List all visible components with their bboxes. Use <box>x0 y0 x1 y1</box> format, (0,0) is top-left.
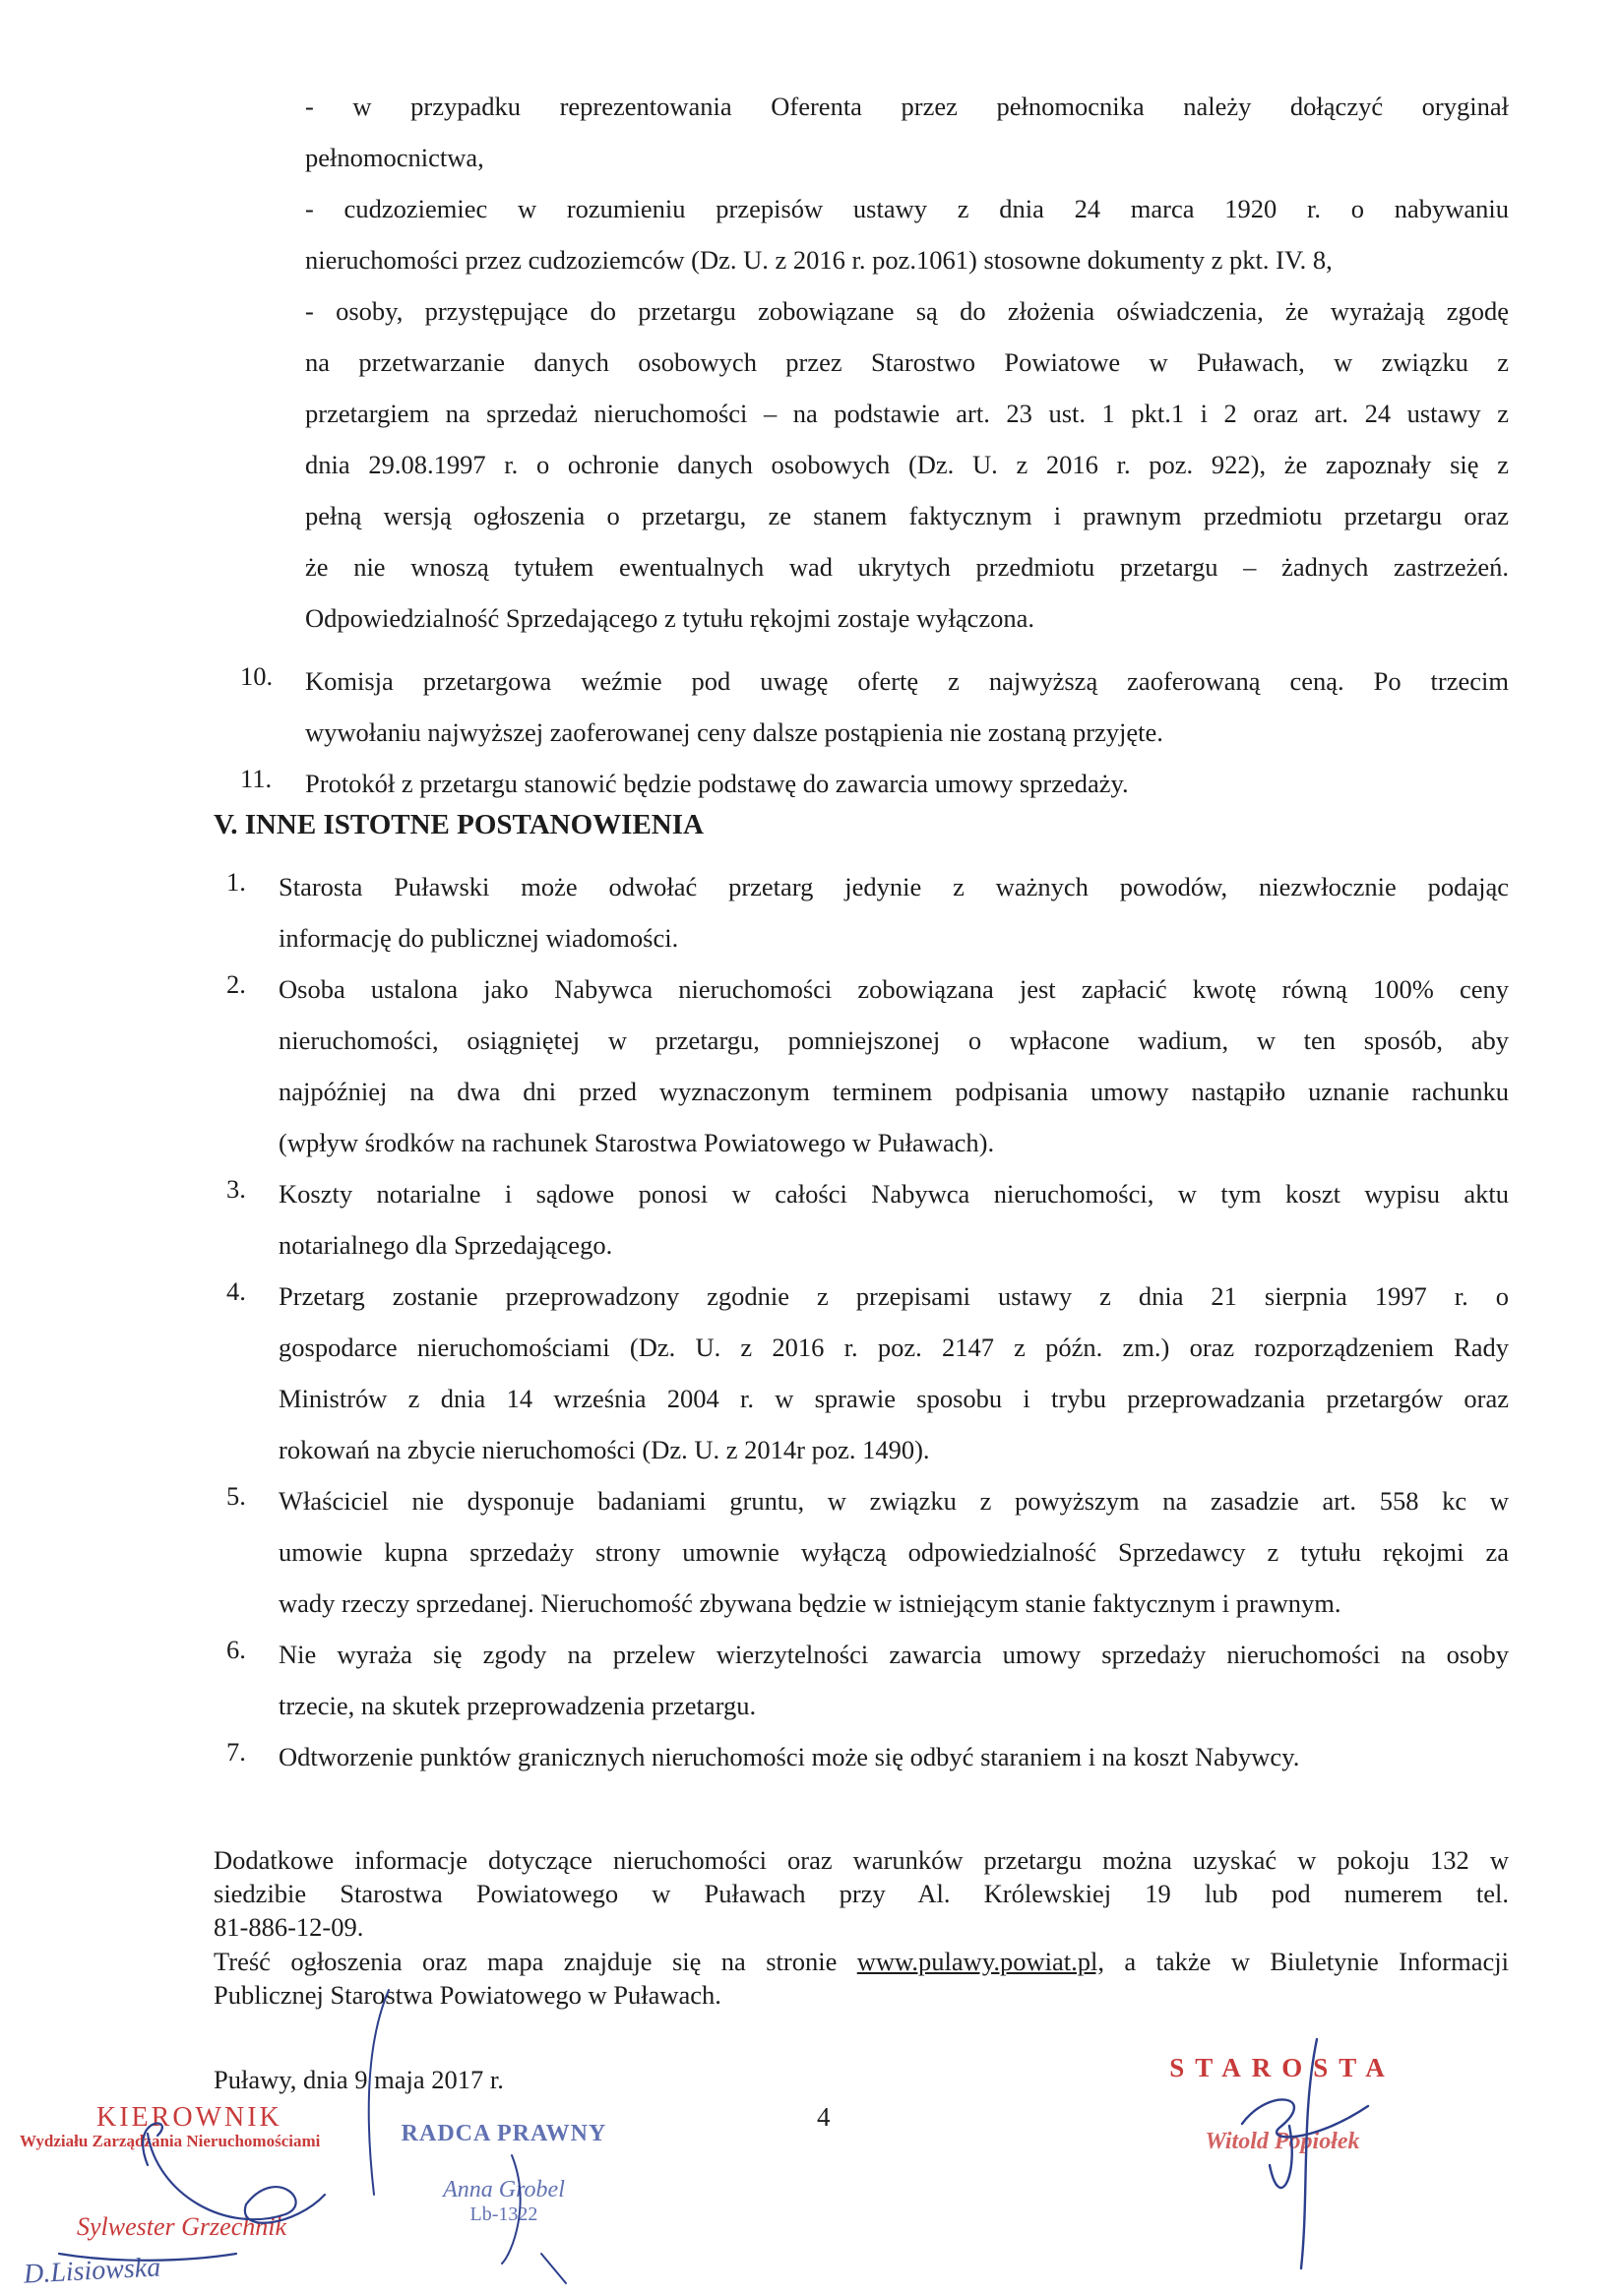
section-5-item-line: Odtworzenie punktów granicznych nieruchomości może się odbyć staraniem i na koszt Nabywcy. <box>279 1742 1300 1771</box>
section-5-item-number: 3. <box>226 1174 246 1204</box>
section-5-item-line: najpóźniej na dwa dni przed wyznaczonym terminem podpisania umowy nastąpiło uznanie rachunku <box>279 1077 1509 1106</box>
section-5-item-line: gospodarce nieruchomościami (Dz. U. z 2016 r. poz. 2147 z późn. zm.) oraz rozporządzeniem Rady <box>279 1333 1509 1362</box>
section-5-item-line: rokowań na zbycie nieruchomości (Dz. U. z 2014r poz. 1490). <box>279 1435 930 1464</box>
section4-bullet-line: Odpowiedzialność Sprzedającego z tytułu rękojmi zostaje wyłączona. <box>305 603 1034 633</box>
additional-info-line: siedzibie Starostwa Powiatowego w Puławach przy Al. Królewskiej 19 lub pod numerem tel. <box>214 1879 1509 1908</box>
section-5-item-line: notarialnego dla Sprzedającego. <box>279 1230 613 1260</box>
kierownik-dept: Wydziału Zarządzania Nieruchomościami <box>20 2132 321 2150</box>
section4-bullet-line: dnia 29.08.1997 r. o ochronie danych osobowych (Dz. U. z 2016 r. poz. 922), że zapoznały się z <box>305 450 1509 479</box>
section-5-item-number: 7. <box>226 1737 246 1767</box>
additional-info-line: 81-886-12-09. <box>214 1912 364 1942</box>
section-5-heading: V. INNE ISTOTNE POSTANOWIENIA <box>214 809 704 840</box>
section-5-item-line: Starosta Puławski może odwołać przetarg jedynie z ważnych powodów, niezwłocznie podając <box>279 872 1509 901</box>
kierownik-stamp <box>20 2102 394 2242</box>
section-5-item-line: trzecie, na skutek przeprowadzenia przetargu. <box>279 1691 757 1720</box>
web-info <box>214 1945 1509 2012</box>
additional-info-line: Dodatkowe informacje dotyczące nieruchomości oraz warunków przetargu można uzyskać w pokoju 132 w <box>214 1845 1509 1875</box>
kierownik-title: KIEROWNIK <box>96 2102 282 2133</box>
section4-bullet-line: na przetwarzanie danych osobowych przez Starostwo Powiatowe w Puławach, w związku z <box>305 347 1509 377</box>
section-5-item-line: Nie wyraża się zgody na przelew wierzytelności zawarcia umowy sprzedaży nieruchomości na osoby <box>279 1640 1509 1669</box>
section-5-item-line: Właściciel nie dysponuje badaniami gruntu, w związku z powyższym na zasadzie art. 558 kc w <box>279 1486 1509 1516</box>
section-5-item-line: informację do publicznej wiadomości. <box>279 923 679 953</box>
section-5-item-line: (wpływ środków na rachunek Starostwa Powiatowego w Puławach). <box>279 1128 995 1157</box>
starosta-title: STAROSTA <box>1169 2053 1396 2082</box>
section-5-item-text <box>279 1475 1509 1629</box>
radca-number: Lb-1322 <box>469 2203 538 2225</box>
section4-bullet-line: przetargiem na sprzedaż nieruchomości – na podstawie art. 23 ust. 1 pkt.1 i 2 oraz art. 24 ustawy z <box>305 399 1509 428</box>
section-5-item-number: 4. <box>226 1276 246 1306</box>
radca-name: Anna Grobel <box>443 2177 565 2203</box>
section-5-item-text <box>279 1731 1509 1782</box>
item-10-number: 10. <box>240 661 274 691</box>
radca-stamp <box>376 2121 632 2226</box>
web-info-line-2: Publicznej Starostwa Powiatowego w Puławach. <box>214 1980 721 2010</box>
section-5-item-text <box>279 1271 1509 1475</box>
item-11-line: Protokół z przetargu stanowić będzie podstawę do zawarcia umowy sprzedaży. <box>305 769 1129 798</box>
section-5-item-number: 1. <box>226 867 246 897</box>
section-5-item-line: Koszty notarialne i sądowe ponosi w całości Nabywca nieruchomości, w tym koszt wypisu aktu <box>279 1179 1509 1209</box>
handwritten-initials: D.Lisiowska <box>23 2252 161 2290</box>
section-5-item-line: Przetarg zostanie przeprowadzony zgodnie z przepisami ustawy z dnia 21 sierpnia 1997 r. o <box>279 1281 1509 1311</box>
section4-bullet-line: - w przypadku reprezentowania Oferenta przez pełnomocnika należy dołączyć oryginał <box>305 92 1509 121</box>
section4-bullet-line: pełnomocnictwa, <box>305 143 484 172</box>
item-11-number: 11. <box>240 764 273 793</box>
section-5-item-number: 5. <box>226 1481 246 1511</box>
item-10-line: Komisja przetargowa weźmie pod uwagę ofertę z najwyższą zaoferowaną ceną. Po trzecim <box>305 666 1509 696</box>
item-10-text <box>305 655 1509 758</box>
section-5-item-number: 6. <box>226 1635 246 1664</box>
section4-bullet-line: - osoby, przystępujące do przetargu zobowiązane są do złożenia oświadczenia, że wyrażają zgodę <box>305 296 1509 326</box>
starosta-name: Witold Popiołek <box>1205 2129 1360 2154</box>
section4-bullet-line: że nie wnoszą tytułem ewentualnych wad ukrytych przedmiotu przetargu – żadnych zastrzeżeń. <box>305 552 1509 582</box>
kierownik-name: Sylwester Grzechnik <box>77 2212 287 2241</box>
section4-bullet-line: - cudzoziemiec w rozumieniu przepisów ustawy z dnia 24 marca 1920 r. o nabywaniu <box>305 194 1509 223</box>
section-5-item-text <box>279 861 1509 963</box>
section-5-item-text <box>279 1168 1509 1271</box>
section-5-item-text <box>279 1629 1509 1731</box>
section-5-item-line: umowie kupna sprzedaży strony umownie wyłączą odpowiedzialność Sprzedawcy z tytułu rękojmi za <box>279 1537 1509 1567</box>
section-5-item-line: wady rzeczy sprzedanej. Nieruchomość zbywana będzie w istniejącym stanie faktycznym i prawnym. <box>279 1588 1341 1618</box>
section-5-item-text <box>279 963 1509 1168</box>
section-5-item-number: 2. <box>226 969 246 999</box>
item-11-text <box>305 758 1509 809</box>
section-5-item-line: Osoba ustalona jako Nabywca nieruchomości zobowiązana jest zapłacić kwotę równą 100% ceny <box>279 974 1509 1004</box>
section4-tail-bullets <box>305 81 1509 644</box>
website-link[interactable]: www.pulawy.powiat.pl, <box>856 1947 1104 1976</box>
place-date: Puławy, dnia 9 maja 2017 r. <box>214 2065 504 2094</box>
section-5-item-line: nieruchomości, osiągniętej w przetargu, pomniejszonej o wpłacone wadium, w ten sposób, aby <box>279 1025 1509 1055</box>
radca-title: RADCA PRAWNY <box>401 2121 607 2146</box>
section4-bullet-line: pełną wersją ogłoszenia o przetargu, ze stanem faktycznym i prawnym przedmiotu przetargu oraz <box>305 501 1509 530</box>
starosta-stamp <box>1150 2053 1415 2155</box>
additional-info <box>214 1843 1509 1944</box>
item-10-line: wywołaniu najwyższej zaoferowanej ceny dalsze postąpienia nie zostaną przyjęte. <box>305 717 1163 747</box>
section-5-item-line: Ministrów z dnia 14 września 2004 r. w sprawie sposobu i trybu przeprowadzania przetargów oraz <box>279 1384 1509 1413</box>
section4-bullet-line: nieruchomości przez cudzoziemców (Dz. U. z 2016 r. poz.1061) stosowne dokumenty z pkt. IV. 8, <box>305 245 1333 275</box>
page-number: 4 <box>817 2102 831 2132</box>
web-info-line-1: Treść ogłoszenia oraz mapa znajduje się na stronie www.pulawy.powiat.pl, a także w Biuletynie Informacji <box>214 1947 1509 1976</box>
